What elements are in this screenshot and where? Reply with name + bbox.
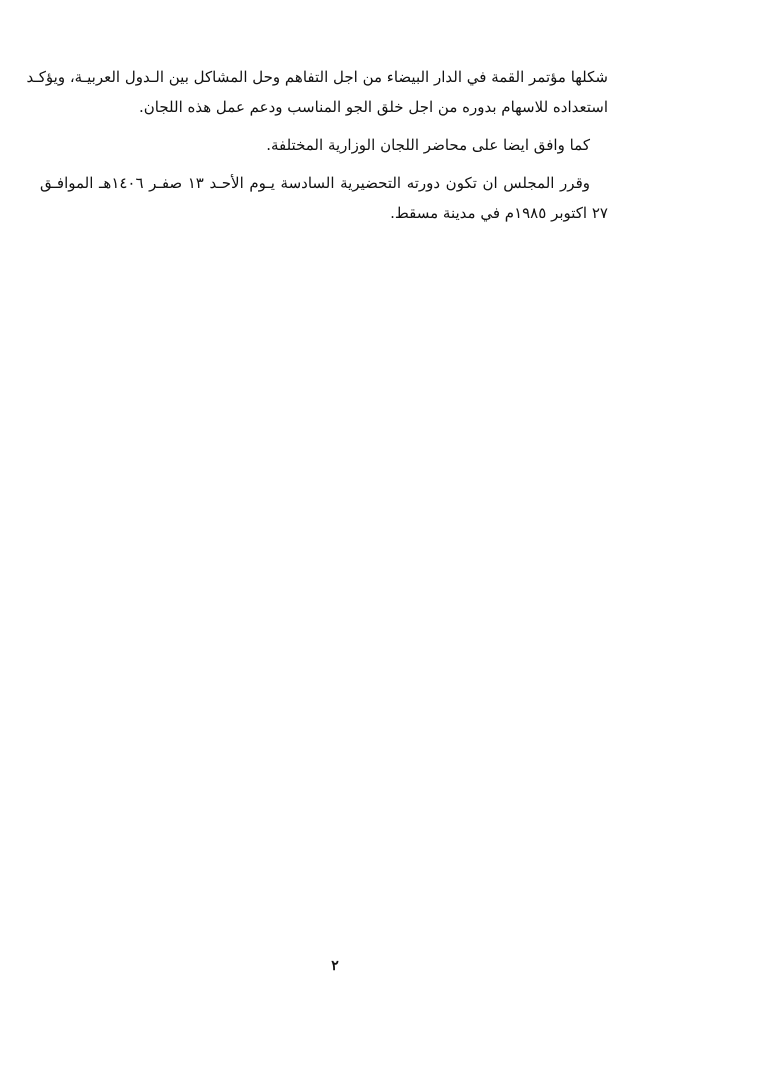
paragraph-3-line-1: وقرر المجلس ان تكون دورته التحضيرية السادسة يـوم الأحـد ١٣ صفـر ١٤٠٦هـ الموافـق <box>40 174 590 192</box>
paragraph-1 <box>26 62 608 122</box>
paragraph-2 <box>40 130 608 160</box>
paragraph-1-line-2: استعداده للاسهام بدوره من اجل خلق الجو المناسب ودعم عمل هذه اللجان. <box>139 98 608 116</box>
body-text <box>26 62 608 228</box>
paragraph-1-line-1: شكلها مؤتمر القمة في الدار البيضاء من اجل التفاهم وحل المشاكل بين الـدول العربيـة، ويؤكـد <box>26 68 608 86</box>
paragraph-3 <box>40 168 608 228</box>
paragraph-2-line-1: كما وافق ايضا على محاضر اللجان الوزارية المختلفة. <box>266 136 590 154</box>
page-number: ٢ <box>331 958 339 974</box>
paragraph-3-line-2: ٢٧ اكتوبر ١٩٨٥م في مدينة مسقط. <box>390 204 608 222</box>
